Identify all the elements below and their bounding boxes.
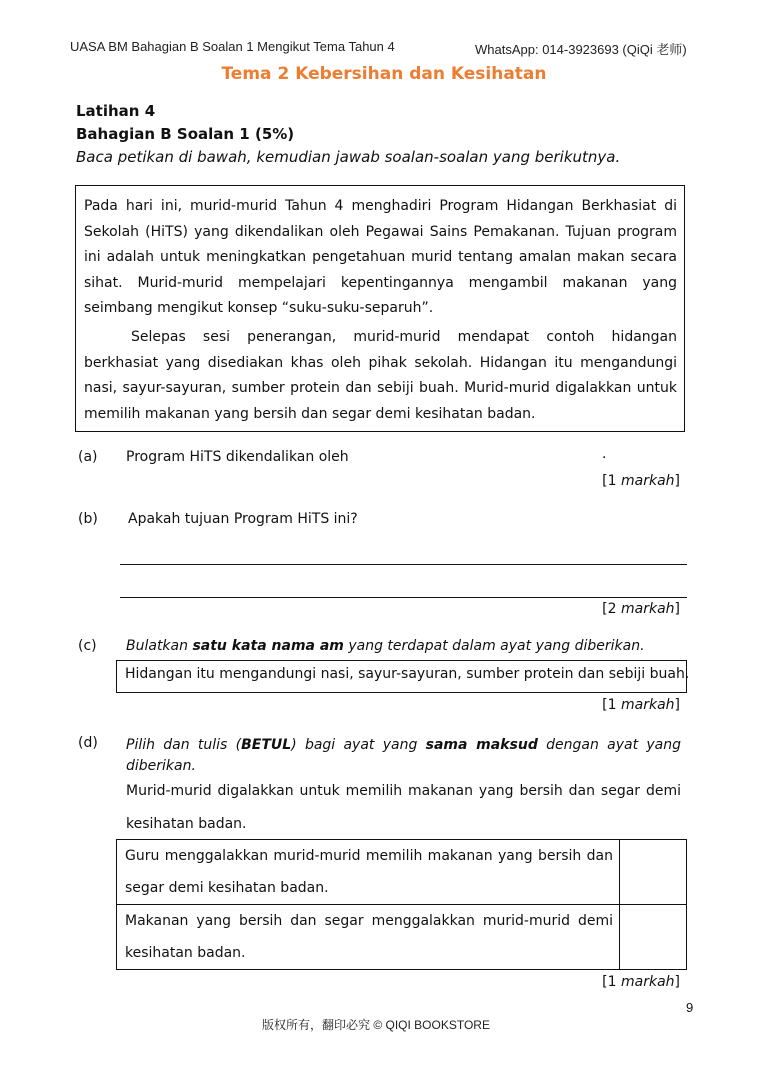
option-1-text: Guru menggalakkan murid-murid memilih makanan yang bersih dan segar demi kesihatan badan. <box>117 840 620 905</box>
question-d-sentence: Murid-murid digalakkan untuk memilih makanan yang bersih dan segar demi kesihatan badan. <box>126 783 681 832</box>
question-c-label: (c) <box>78 638 97 654</box>
passage-paragraph-2: Selepas sesi penerangan, murid-murid mendapat contoh hidangan berkhasiat yang disediakan khas oleh pihak sekolah. Hidangan itu mengandungi nasi, sayur-sayuran, sumber protein dan sebiji buah. Murid-murid digalakkan untuk memilih makanan yang bersih dan segar demi kesihatan badan. <box>84 328 677 422</box>
passage-paragraph-1: Pada hari ini, murid-murid Tahun 4 menghadiri Program Hidangan Berkhasiat di Sekolah (HiTS) yang dikendalikan oleh Pegawai Sains Pemakanan. Tujuan program ini adalah untuk meningkatkan pengetahuan murid tentang amalan makan secara sihat. Murid-murid mempelajari kepentingannya mengambil makanan yang seimbang mengikut konsep “suku-suku-separuh”. <box>84 198 677 317</box>
copyright-footer: 版权所有，翻印必究 © QIQI BOOKSTORE <box>262 1018 490 1032</box>
question-c-text: Bulatkan satu kata nama am yang terdapat dalam ayat yang diberikan. <box>126 638 645 654</box>
instruction-text: Baca petikan di bawah, kemudian jawab soalan-soalan yang berikutnya. <box>76 148 621 166</box>
question-c-marks: [1 markah] <box>602 697 680 713</box>
question-d-marks: [1 markah] <box>602 974 680 990</box>
question-c-sentence-box: Hidangan itu mengandungi nasi, sayur-sayuran, sumber protein dan sebiji buah. <box>116 660 687 693</box>
page-number: 9 <box>686 1000 694 1015</box>
question-d-options-table <box>116 839 687 970</box>
option-2-answer-cell[interactable] <box>620 905 687 970</box>
document-header-contact: WhatsApp: 014-3923693 (QiQi 老师) <box>475 42 687 57</box>
table-row <box>117 840 687 905</box>
reading-passage <box>75 185 685 432</box>
question-a-marks: [1 markah] <box>602 473 680 489</box>
question-b-marks: [2 markah] <box>602 601 680 617</box>
question-b-text: Apakah tujuan Program HiTS ini? <box>128 511 358 527</box>
option-2-text: Makanan yang bersih dan segar menggalakkan murid-murid demi kesihatan badan. <box>117 905 620 970</box>
section-title: Bahagian B Soalan 1 (5%) <box>76 125 295 143</box>
question-a-text: Program HiTS dikendalikan oleh <box>126 449 349 465</box>
question-a-label: (a) <box>78 449 98 465</box>
exercise-title: Latihan 4 <box>76 102 156 120</box>
document-header-title: UASA BM Bahagian B Soalan 1 Mengikut Tema Tahun 4 <box>70 39 395 54</box>
answer-line-2[interactable] <box>120 597 687 598</box>
theme-title: Tema 2 Kebersihan dan Kesihatan <box>221 64 547 84</box>
answer-line-1[interactable] <box>120 564 687 565</box>
question-b-label: (b) <box>78 511 98 527</box>
table-row <box>117 905 687 970</box>
question-a-blank-end: . <box>602 446 607 462</box>
option-1-answer-cell[interactable] <box>620 840 687 905</box>
question-d-label: (d) <box>78 735 98 751</box>
question-d-text: Pilih dan tulis (BETUL) bagi ayat yang sama maksud dengan ayat yang diberikan. <box>126 737 681 774</box>
